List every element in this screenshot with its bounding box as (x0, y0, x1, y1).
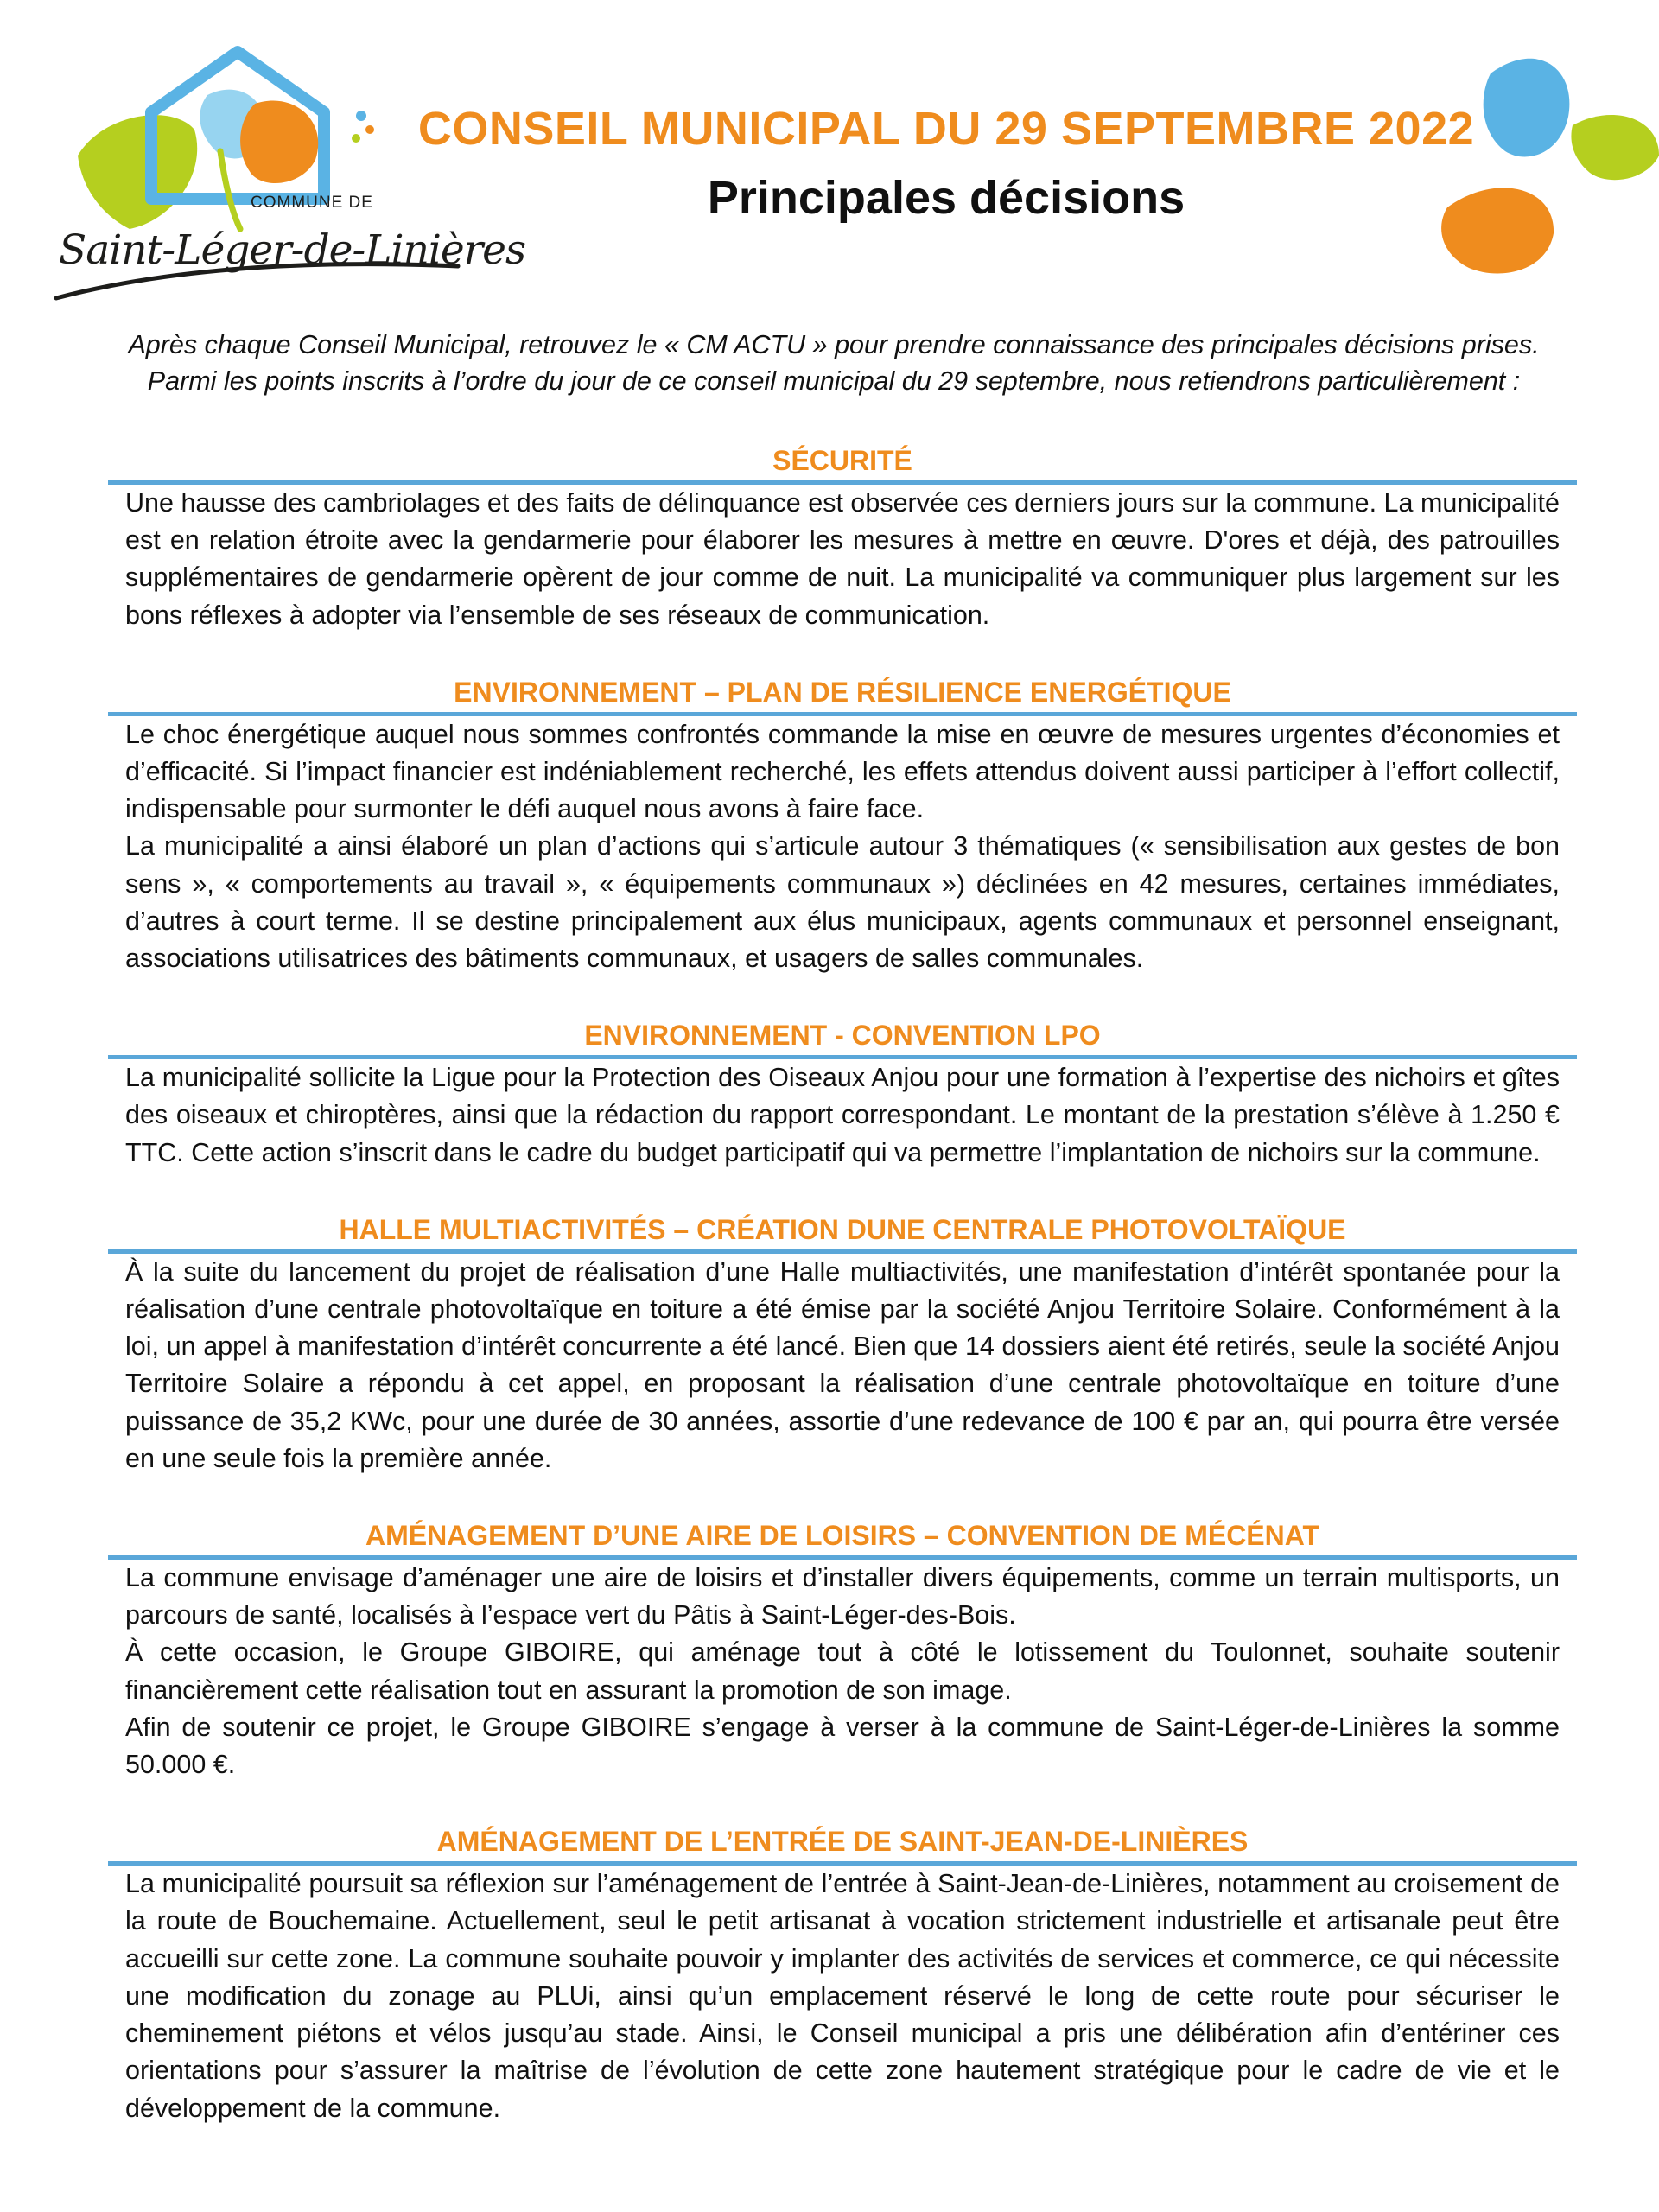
intro-text (86, 327, 1581, 399)
section-paragraph: À la suite du lancement du projet de réalisation d’une Halle multiactivités, une manifestation d’intérêt spontanée pour la réalisation d’une centrale photovoltaïque en toiture a été émise par la société Anjou Territoire Solaire. Conformément à la loi, un appel à manifestation d’intérêt concurrente a été lancé. Bien que 14 dossiers aient été retirés, seule la société Anjou Territoire Solaire a répondu à cet appel, en proposant la réalisation d’une centrale photovoltaïque en toiture d’une puissance de 35,2 KWc, pour une durée de 30 années, assortie d’une redevance de 100 € par an, qui pourra être versée en une seule fois la première année. (125, 1256, 1560, 1473)
intro-line: Parmi les points inscrits à l’ordre du jour de ce conseil municipal du 29 septembre, nous retiendrons particulièrement : (147, 366, 1521, 396)
section-paragraph: Le choc énergétique auquel nous sommes confrontés commande la mise en œuvre de mesures urgentes d’économies et d’efficacité. Si l’impact financier est indéniablement recherché, les effets attendus doivent aussi participer à l’effort collectif, indispensable pour surmonter le défi auquel nous avons à faire face. (125, 719, 1560, 824)
section-title: HALLE MULTIACTIVITÉS – CRÉATION DUNE CENTRALE PHOTOVOLTAÏQUE (108, 1211, 1577, 1254)
section-body (125, 1560, 1560, 1783)
page-title: CONSEIL MUNICIPAL DU 29 SEPTEMBRE 2022 (417, 103, 1475, 155)
section-paragraph: Afin de soutenir ce projet, le Groupe GIBOIRE s’engage à verser à la commune de Saint-Léger-de-Linières la somme 50.000 €. (125, 1712, 1560, 1780)
section-paragraph: La commune envisage d’aménager une aire de loisirs et d’installer divers équipements, comme un terrain multisports, un parcours de santé, localisés à l’espace vert du Pâtis à Saint-Léger-des-Bois. (125, 1563, 1560, 1630)
section-body (125, 485, 1560, 634)
section-body (125, 1059, 1560, 1172)
section-paragraph: La municipalité sollicite la Ligue pour la Protection des Oiseaux Anjou pour une formation à l’expertise des nichoirs et gîtes des oiseaux et chiroptères, ainsi que la rédaction du rapport correspondant. Le montant de la prestation s’élève à 1.250 € TTC. Cette action s’inscrit dans le cadre du budget participatif qui va permettre l’implantation de nichoirs sur la commune. (125, 1063, 1560, 1167)
intro-line: Après chaque Conseil Municipal, retrouvez le « CM ACTU » pour prendre connaissance des principales décisions prises. (128, 330, 1540, 359)
decorative-drops-graphic (1400, 35, 1659, 285)
section-paragraph: Une hausse des cambriolages et des faits de délinquance est observée ces derniers jours sur la commune. La municipalité est en relation étroite avec la gendarmerie pour élaborer les mesures à mettre en œuvre. D'ores et déjà, des patrouilles supplémentaires de gendarmerie opèrent de jour comme de nuit. La municipalité va communiquer plus largement sur les bons réflexes à adopter via l’ensemble de ses réseaux de communication. (125, 488, 1560, 630)
section-title: ENVIRONNEMENT – PLAN DE RÉSILIENCE ENERGÉTIQUE (108, 674, 1577, 716)
section-title: AMÉNAGEMENT DE L’ENTRÉE DE SAINT-JEAN-DE-LINIÈRES (108, 1823, 1577, 1866)
section-body (125, 1866, 1560, 2126)
logo-name: Saint-Léger-de-Linières (59, 226, 526, 274)
section-paragraph: La municipalité a ainsi élaboré un plan d’actions qui s’articule autour 3 thématiques (« sensibilisation aux gestes de bon sens », « comportements au travail », « équipements communaux ») déclinées en 42 mesures, certaines immédiates, d’autres à court terme. Il se destine principalement aux élus municipaux, agents communaux et personnel enseignant, associations utilisatrices des bâtiments communaux, et usagers de salles communales. (125, 831, 1560, 974)
section-paragraph: La municipalité poursuit sa réflexion sur l’aménagement de l’entrée à Saint-Jean-de-Linières, notamment au croisement de la route de Bouchemaine. Actuellement, seul le petit artisanat à vocation strictement industrielle et artisanale peut être accueilli sur cette zone. La commune souhaite pouvoir y implanter des activités de services et commerce, ce qui nécessite une modification du zonage au PLUi, ainsi qu’un emplacement réservé le long de cette route pour sécuriser le cheminement piétons et vélos jusqu’au stade. Ainsi, le Conseil municipal a pris une délibération afin d’entériner ces orientations pour s’assurer la maîtrise de l’évolution de cette zone hautement stratégique pour le cadre de vie et le développement de la commune. (125, 1869, 1560, 2123)
section-paragraph: À cette occasion, le Groupe GIBOIRE, qui aménage tout à côté le lotissement du Toulonnet, souhaite soutenir financièrement cette réalisation tout en assurant la promotion de son image. (125, 1637, 1560, 1705)
section-title: AMÉNAGEMENT D’UNE AIRE DE LOISIRS – CONVENTION DE MÉCÉNAT (108, 1517, 1577, 1560)
section-halle-photovoltaique (125, 1211, 1560, 1478)
section-body (125, 1254, 1560, 1478)
logo-small-text: COMMUNE DE (251, 194, 373, 212)
section-title: SÉCURITÉ (108, 442, 1577, 485)
section-entree-saint-jean (125, 1823, 1560, 2126)
section-convention-lpo (125, 1017, 1560, 1172)
section-aire-de-loisirs (125, 1517, 1560, 1783)
section-plan-resilience (125, 674, 1560, 977)
page-subtitle: Principales décisions (707, 172, 1185, 224)
decorative-drops (1400, 35, 1659, 285)
section-body (125, 716, 1560, 977)
section-securite (125, 442, 1560, 634)
section-title: ENVIRONNEMENT - CONVENTION LPO (108, 1017, 1577, 1059)
decisions-list (125, 442, 1560, 2167)
